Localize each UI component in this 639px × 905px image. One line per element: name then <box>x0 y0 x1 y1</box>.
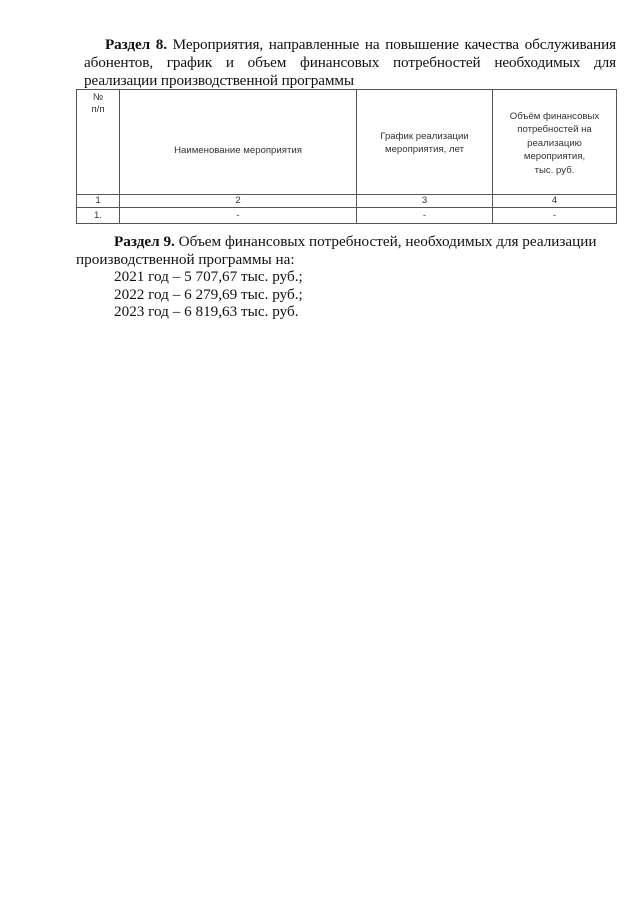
section-9-label: Раздел 9. <box>114 233 175 250</box>
table-cell: - <box>493 208 617 224</box>
financial-need-item: 2022 год – 6 279,69 тыс. руб.; <box>114 285 303 303</box>
index-cell: 4 <box>493 195 617 208</box>
header-schedule <box>357 90 493 195</box>
section-8-title: Мероприятия, направленные на повышение качества обслуживания абонентов, график и объем финансовых потребностей необходимых для реализации производственной программы <box>84 36 616 89</box>
table-index-row <box>77 195 617 208</box>
header-event-name: Наименование мероприятия <box>120 90 357 195</box>
section-8-label: Раздел 8. <box>105 36 167 53</box>
index-cell: 3 <box>357 195 493 208</box>
table-cell: - <box>357 208 493 224</box>
index-cell: 1 <box>77 195 120 208</box>
header-schedule-text: График реализации мероприятия, лет <box>380 131 469 155</box>
events-table <box>76 89 617 224</box>
header-volume <box>493 90 617 195</box>
index-cell: 2 <box>120 195 357 208</box>
section-9-heading <box>76 233 616 268</box>
header-number-text: № п/п <box>91 92 105 115</box>
header-volume-text: Объём финансовых потребностей на реализацию мероприятия, тыс. руб. <box>509 110 600 176</box>
table-cell: - <box>120 208 357 224</box>
header-number <box>77 90 120 195</box>
section-8-heading <box>84 36 616 90</box>
section-9 <box>76 233 616 321</box>
table-row <box>77 208 617 224</box>
table-header-row <box>77 90 617 195</box>
financial-need-item: 2023 год – 6 819,63 тыс. руб. <box>114 303 299 320</box>
financial-need-item: 2021 год – 5 707,67 тыс. руб.; <box>114 268 303 285</box>
table-cell: 1. <box>77 208 120 224</box>
section-9-title: Объем финансовых потребностей, необходимых для реализации производственной программы на: <box>76 233 597 268</box>
